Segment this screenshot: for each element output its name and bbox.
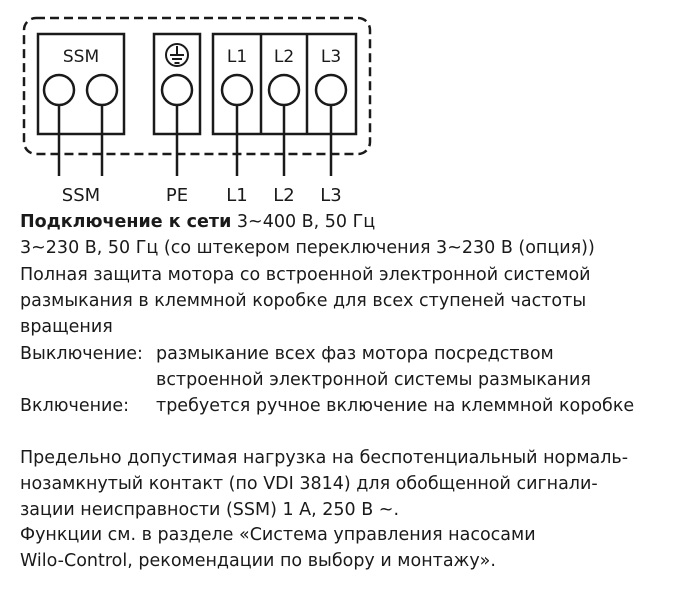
- mains-line: [20, 209, 375, 235]
- on-value: требуется ручное включение на клеммной коробке: [156, 396, 635, 416]
- text-line: Функции см. в разделе «Система управления насосами: [20, 525, 536, 545]
- group-label-ssm: SSM: [62, 47, 100, 67]
- on-label: Включение:: [20, 396, 130, 416]
- ground-icon: [166, 44, 188, 66]
- mains-label: Подключение к сети: [20, 212, 232, 232]
- off-value: размыкание всех фаз мотора посредством: [156, 344, 554, 364]
- text-line: 3~230 В, 50 Гц (со штекером переключения 3~230 В (опция)): [20, 238, 595, 258]
- terminal-pe: [162, 75, 192, 176]
- wire-label-ssm: SSM: [61, 185, 101, 206]
- terminal-ssm-1: [44, 75, 74, 176]
- terminal-l2: [269, 75, 299, 176]
- text-line: размыкания в клеммной коробке для всех ступеней частоты: [20, 291, 587, 311]
- terminal-l1: [222, 75, 252, 176]
- group-label-l3: L3: [320, 47, 342, 67]
- text-line: вращения: [20, 317, 113, 337]
- off-label: Выключение:: [20, 344, 143, 364]
- terminal-ssm-2: [87, 75, 117, 176]
- text-line: Полная защита мотора со встроенной электронной системой: [20, 265, 591, 285]
- off-value: встроенной электронной системы размыкания: [156, 370, 591, 390]
- group-label-l2: L2: [273, 47, 295, 67]
- text-line: Предельно допустимая нагрузка на беспотенциальный нормаль-: [20, 448, 629, 468]
- text-line: Wilo-Control, рекомендации по выбору и монтажу».: [20, 551, 496, 571]
- terminal-l3: [316, 75, 346, 176]
- wire-label-l1: L1: [226, 185, 248, 206]
- wire-label-l2: L2: [273, 185, 295, 206]
- wire-label-pe: PE: [165, 185, 189, 206]
- mains-value: 3~400 В, 50 Гц: [231, 212, 376, 232]
- terminal-box-diagram: [0, 0, 688, 212]
- group-label-l1: L1: [226, 47, 248, 67]
- wire-label-l3: L3: [320, 185, 342, 206]
- text-line: зации неисправности (SSM) 1 А, 250 В ~.: [20, 500, 400, 520]
- text-line: нозамкнутый контакт (по VDI 3814) для обобщенной сигнали-: [20, 474, 598, 494]
